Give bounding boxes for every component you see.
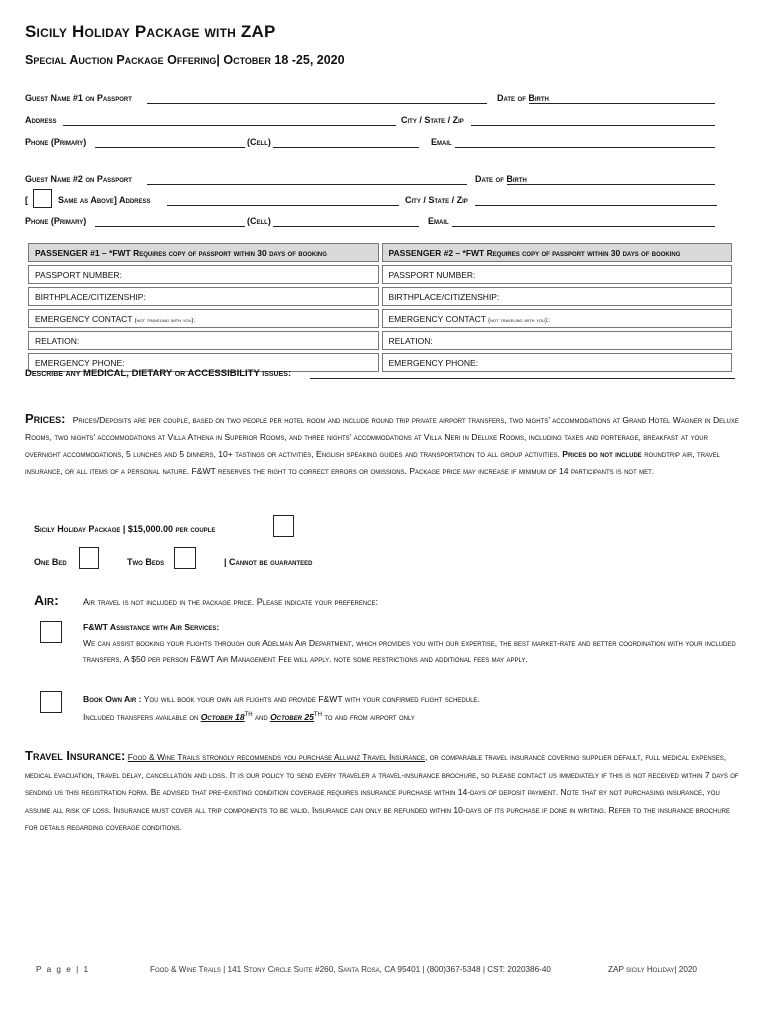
guest2-city-label: City / State / Zip <box>405 195 468 205</box>
insurance-text: , or comparable travel insurance covering supplier default, full medical expenses, medical evacuation, travel delay, cancellation and loss. It is our policy to send every traveler a travel-insurance brochure, so please contact us immediately if this is not received within 7 days of sending us this registration form. Be advised that pre-existing condition coverage requires insurance purchase within 14-days of deposit payment. Note that by not purchasing insurance, you assume all risk of loss. Insurance must cover all trip components to be valid. Insurance can only be refunded within 10-days of its purchase if done in writing. Refer to the insurance brochure for details regarding coverage conditions. <box>25 752 739 832</box>
medical-row <box>25 368 717 382</box>
guest2-address-field[interactable] <box>167 195 399 206</box>
footer-company: Food & Wine Trails | 141 Stony Circle Suite #260, Santa Rosa, CA 95401 | (800)367-5348 | CST: 2020386-40 <box>150 965 551 974</box>
prices-not-include: Prices do not include <box>562 449 642 459</box>
guest1-email-field[interactable] <box>455 137 715 148</box>
medical-field[interactable] <box>310 368 735 379</box>
passenger2-birthplace-field[interactable]: BIRTHPLACE/CITIZENSHIP: <box>382 287 733 306</box>
air-intro: Air travel is not included in the package price. Please indicate your preference: <box>83 597 379 607</box>
passenger1-birthplace-field[interactable]: BIRTHPLACE/CITIZENSHIP: <box>28 287 379 306</box>
passenger1-emergency-phone-field[interactable]: EMERGENCY PHONE: <box>28 353 379 372</box>
not-guaranteed-note: | Cannot be guaranteed <box>224 557 313 567</box>
date-oct-25: October 25 <box>270 711 314 722</box>
footer-right: ZAP sicily Holiday| 2020 <box>608 965 697 974</box>
not-traveling-note: (not traveling with you):: <box>488 317 551 324</box>
not-traveling-note: (not traveling with you): <box>134 317 196 324</box>
guest1-address-row <box>25 115 717 129</box>
guest1-phone-label: Phone (Primary) <box>25 137 87 147</box>
guest2-email-field[interactable] <box>452 216 715 227</box>
air-assist-checkbox[interactable] <box>40 621 62 643</box>
prices-heading: Prices: <box>25 411 66 426</box>
date-oct-18-suffix: TH <box>244 712 253 718</box>
prices-text-2: roundtrip air, travel insurance, or all items of a personal nature. F&WT reserves the right to correct errors or omissions. Package price may increase if minimum of 14 participants is not met. <box>25 449 720 476</box>
page-title: Sicily Holiday Package with ZAP <box>25 22 276 41</box>
guest2-phone-row <box>25 216 717 230</box>
guest1-name-label: Guest Name #1 on Passport <box>25 93 132 103</box>
passenger2-header: PASSENGER #2 – *FWT Requires copy of passport within 30 days of booking <box>382 243 733 262</box>
one-bed-checkbox[interactable] <box>79 547 99 569</box>
passenger2-relation-field[interactable]: RELATION: <box>382 331 733 350</box>
air-option-1-text: We can assist booking your flights through our Adelman Air Department, which provides you with our expertise, the best market-rate and better coordination with your included transfers. A $50 per person F&WT Air Management Fee will apply. note some restrictions and additional fees may apply. <box>83 638 736 664</box>
guest2-cell-field[interactable] <box>273 216 419 227</box>
insurance-heading: Travel Insurance: <box>25 748 126 763</box>
package-label: Sicily Holiday Package | $15,000.00 <box>34 524 173 534</box>
guest2-phone-label: Phone (Primary) <box>25 216 87 226</box>
guest2-dob-label: Date of Birth <box>475 174 527 184</box>
guest1-city-label: City / State / Zip <box>401 115 464 125</box>
air-option-1-title: F&WT Assistance with Air Services: <box>83 622 220 632</box>
guest1-dob-field[interactable] <box>529 93 715 104</box>
medical-label: Describe any MEDICAL, DIETARY or ACCESSIBILITY issues: <box>25 368 292 379</box>
book-own-air-checkbox[interactable] <box>40 691 62 713</box>
passenger2-emergency-contact-field[interactable] <box>382 309 733 328</box>
guest1-name-row <box>25 93 717 107</box>
two-beds-checkbox[interactable] <box>174 547 196 569</box>
guest1-address-label: Address <box>25 115 57 125</box>
guest1-phone-field[interactable] <box>95 137 245 148</box>
prices-section <box>25 410 740 480</box>
emergency-contact-label: EMERGENCY CONTACT <box>388 313 486 324</box>
passenger1-relation-field[interactable]: RELATION: <box>28 331 379 350</box>
passenger1-emergency-contact-field[interactable] <box>28 309 379 328</box>
guest2-city-field[interactable] <box>475 195 717 206</box>
guest1-name-field[interactable] <box>147 93 487 104</box>
guest1-address-field[interactable] <box>63 115 396 126</box>
guest1-city-field[interactable] <box>471 115 715 126</box>
air-option-2-text: You will book your own air flights and provide F&WT with your confirmed flight schedule. <box>143 694 480 704</box>
air-heading: Air: <box>34 592 59 608</box>
package-row <box>34 524 215 534</box>
guest2-phone-field[interactable] <box>95 216 245 227</box>
air-option-2-line2: Included transfers available on <box>83 711 199 722</box>
one-bed-label: One Bed <box>34 557 67 567</box>
guest2-name-field[interactable] <box>147 174 467 185</box>
guest2-name-row <box>25 174 717 188</box>
passenger1-header: PASSENGER #1 – *FWT Requires copy of passport within 30 days of booking <box>28 243 379 262</box>
air-option-2 <box>83 691 743 725</box>
prices-text: Prices/Deposits are per couple, based on two people per hotel room and include round trip private airport transfers, two nights’ accommodations at Grand Hotel Wagner in Deluxe Rooms, two nights’ accommodations at Villa Athena in Superior Rooms, and three nights’ accommodations at Villa Neri in Deluxe Rooms, including taxes and porterage, breakfast at your overnight accommodations, 5 lunches and 5 dinners, 10+ tastings or activities, English speaking guides and transportation to all group activities. <box>25 415 739 459</box>
passenger2-passport-field[interactable]: PASSPORT NUMBER: <box>382 265 733 284</box>
guest1-phone-row <box>25 137 717 151</box>
footer-page-number: P a g e | 1 <box>36 965 90 974</box>
package-checkbox[interactable] <box>273 515 294 537</box>
two-beds-label: Two Beds <box>127 557 165 567</box>
guest1-cell-label: (Cell) <box>247 137 271 147</box>
insurance-recommendation: Food & Wine Trails strongly recommends you purchase Allianz Travel Insurance <box>127 752 426 762</box>
page-subtitle: Special Auction Package Offering| October 18 -25, 2020 <box>25 53 345 67</box>
guest2-same-label: Same as Above] Address <box>58 195 151 205</box>
guest2-name-label: Guest Name #2 on Passport <box>25 174 132 184</box>
guest1-dob-label: Date of Birth <box>497 93 549 103</box>
date-oct-18: October 18 <box>200 711 245 722</box>
guest2-bracket: [ <box>25 195 28 205</box>
package-per: per couple <box>175 524 216 534</box>
emergency-contact-label: EMERGENCY CONTACT <box>35 313 133 324</box>
date-oct-25-suffix: TH <box>313 712 322 718</box>
passenger-table <box>25 240 735 375</box>
guest1-email-label: Email <box>431 137 452 147</box>
guest2-email-label: Email <box>428 216 449 226</box>
guest2-address-row <box>25 195 717 209</box>
air-option-1 <box>83 619 743 667</box>
passenger2-emergency-phone-field[interactable]: EMERGENCY PHONE: <box>382 353 733 372</box>
guest2-dob-field[interactable] <box>507 174 715 185</box>
same-as-above-checkbox[interactable] <box>33 189 52 208</box>
insurance-section <box>25 747 740 837</box>
guest1-cell-field[interactable] <box>273 137 419 148</box>
passenger1-passport-field[interactable]: PASSPORT NUMBER: <box>28 265 379 284</box>
guest2-cell-label: (Cell) <box>247 216 271 226</box>
air-option-2-title: Book Own Air : <box>83 694 142 704</box>
and-word: and <box>255 711 268 722</box>
air-option-2-line2-end: to and from airport only <box>324 711 415 722</box>
